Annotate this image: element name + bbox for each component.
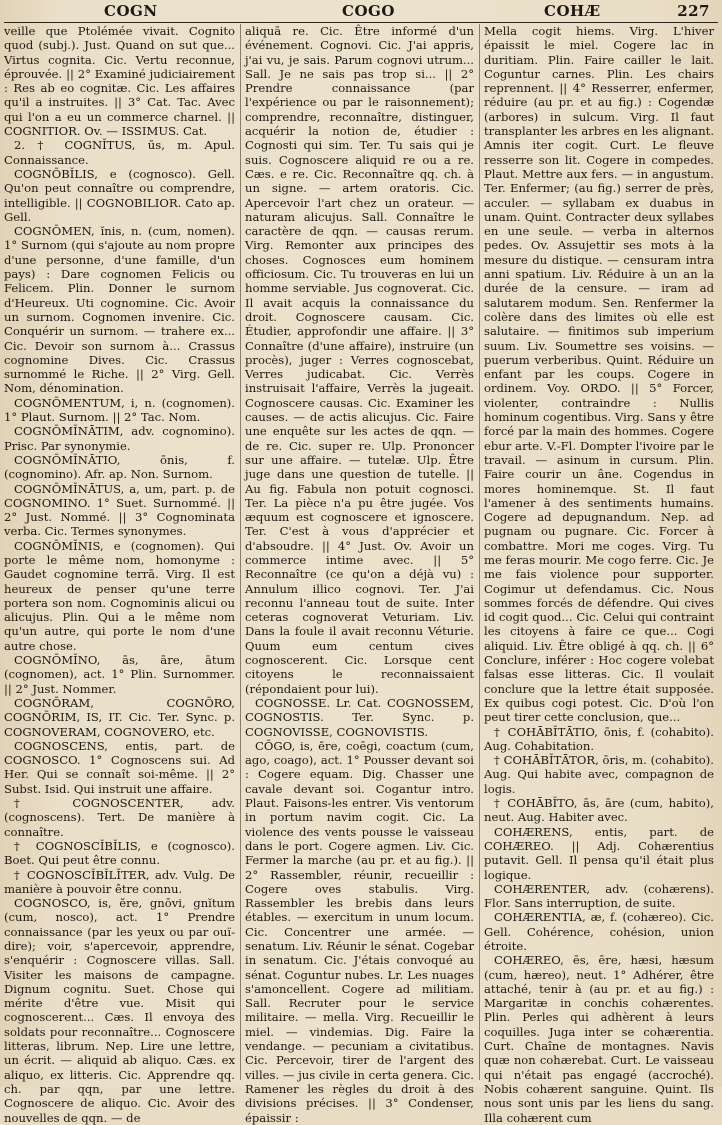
dictionary-entry: COGNŌMĬNO, ās, āre, ātum (cognomen), act. 1° Plin. Surnommer. || 2° Just. Nommer. (4, 653, 235, 696)
entry-continuation: Mella cogit hiems. Virg. L'hiver épaissit le miel. Cogere lac in duritiam. Plin. Faire cailler le lait. Coguntur carnes. Plin. Les chairs reprennent. || 4° Resserrer, enfermer, réduire (au pr. et au fig.) : Cogendæ (arbores) in sulcum. Virg. Il faut transplanter les arbres en les alignant. Amnis iter cogit. Curt. Le fleuve resserre son lit. Cogere in compedes. Plaut. Mettre aux fers. — in angustum. Ter. Enfermer; (au fig.) serrer de près, acculer. — syllabam ex duabus in unam. Quint. Contracter deux syllabes en une seule. — verba in alternos pedes. Ov. Assujettir ses mots à la mesure du distique. — censuram intra anni spatium. Liv. Réduire à un an la durée de la censure. — iram ad salutarem modum. Sen. Renfermer la colère dans des limites où elle est salutaire. — finitimos sub imperium suum. Liv. Soumettre ses voisins. — puerum verberibus. Quint. Réduire un enfant par les coups. Cogere in ordinem. Voy. ORDO. || 5° Forcer, violenter, contraindre : Nullis hominum cogentibus. Virg. Sans y être forcé par la main des hommes. Cogere ebur arte. V.-Fl. Dompter l'ivoire par le travail. — asinum in cursum. Plin. Faire courir un âne. Cogendus in mores hominemque. St. Il faut l'amener à des sentiments humains. Cogere ad depugnandum. Nep. ad pugnam ou pugnare. Cic. Forcer à combattre. Mori me coges. Virg. Tu me feras mourir. Me cogo ferre. Cic. Je me fais violence pour supporter. Cogimur ut defendamus. Cic. Nous sommes forcés de défendre. Qui cives id cogit quod... Cic. Celui qui contraint les citoyens à faire ce que... Cogi aliquid. Liv. Être obligé à qq. ch. || 6° Conclure, inférer : Hoc cogere volebat falsas esse litteras. Cic. Il voulait conclure que la lettre était supposée. Ex quibus cogi potest. Cic. D'où l'on peut tirer cette conclusion, que... (484, 24, 714, 725)
entry-continuation: aliquā re. Cic. Être informé d'un événement. Cognovi. Cic. J'ai appris, j'ai vu, je sais. Parum cognovi utrum... Sall. Je ne sais pas trop si... || 2° Prendre connaissance (par l'expérience ou par le raisonnement); comprendre, reconnaître, distinguer, acquérir la notion de, étudier : Cognosti qui sim. Ter. Tu sais qui je suis. Cognoscere aliquid re ou a re. Cæs. e re. Cic. Reconnaître qq. ch. à un signe. — artem oratoris. Cic. Apercevoir l'art chez un orateur. — naturam alicujus. Sall. Connaître le caractère de qqn. — causas rerum. Virg. Remonter aux principes des choses. Cognosces eum hominem officiosum. Cic. Tu trouveras en lui un homme serviable. Jus cognoverat. Cic. Il avait acquis la connaissance du droit. Cognoscere causam. Cic. Étudier, approfondir une affaire. || 3° Connaître (d'une affaire), instruire (un procès), juger : Verres cognoscebat, Verres judicabat. Cic. Verrès instruisait l'affaire, Verrès la jugeait. Cognoscere causas. Cic. Examiner les causes. — de actis alicujus. Cic. Faire une enquête sur les actes de qqn. — de re. Cic. super re. Ulp. Prononcer sur une affaire. — tutelæ. Ulp. Être juge dans une question de tutelle. || Au fig. Fabula non potuit cognosci. Ter. La pièce n'a pu être jugée. Vos æquum est cognoscere et ignoscere. Ter. C'est à vous d'apprécier et d'absoudre. || 4° Just. Ov. Avoir un commerce intime avec. || 5° Reconnaître (ce qu'on a déjà vu) : Annulum illico cognovi. Ter. J'ai reconnu l'anneau tout de suite. Inter ceteras cognoverat Veturiam. Liv. Dans la foule il avait reconnu Véturie. Quum eum centum cives cognoscerent. Cic. Lorsque cent citoyens le reconnaissaient (répondaient pour lui). (245, 24, 474, 696)
dictionary-entry: CŌGO, is, ĕre, coēgi, coactum (cum, ago, coago), act. 1° Pousser devant soi : Cogere equam. Dig. Chasser une cavale devant soi. Cogantur intro. Plaut. Faisons-les entrer. Vis ventorum in portum navim cogit. Cic. La violence des vents pousse le vaisseau dans le port. Cogere agmen. Liv. Cic. Fermer la marche (au pr. et au fig.). || 2° Rassembler, réunir, recueillir : Cogere oves stabulis. Virg. Rassembler les brebis dans leurs étables. — exercitum in unum locum. Cic. Concentrer une armée. — senatum. Liv. Réunir le sénat. Cogebar in senatum. Cic. J'étais convoqué au sénat. Coguntur nubes. Lr. Les nuages s'amoncellent. Cogere ad militiam. Sall. Recruter pour le service militaire. — mella. Virg. Recueillir le miel. — vindemias. Dig. Faire la vendange. — pecuniam a civitatibus. Cic. Percevoir, tirer de l'argent des villes. — jus civile in certa genera. Cic. Ramener les règles du droit à des divisions précises. || 3° Condenser, épaissir : (245, 738, 474, 1125)
header-left-guideword: COGN (104, 2, 158, 20)
dictionary-entry: 2. † COGNĬTUS, ūs, m. Apul. Connaissance. (4, 138, 235, 167)
text-column-1 (4, 24, 235, 1125)
dictionary-entry: COGNŌMEN, ĭnis, n. (cum, nomen). 1° Surnom (qui s'ajoute au nom propre d'une personne, d'une famille, d'un pays) : Dare cognomen Felicis ou Felicem. Plin. Donner le surnom d'Heureux. Uti cognomine. Cic. Avoir un surnom. Cognomen invenire. Cic. Conquérir un surnom. — trahere ex... Cic. Devoir son surnom à... Crassus cognomine Dives. Cic. Crassus surnommé le Riche. || 2° Virg. Gell. Nom, dénomination. (4, 224, 235, 396)
dictionary-entry: † COHĀBĬTĀTIO, ōnis, f. (cohabito). Aug. Cohabitation. (484, 724, 714, 753)
text-column-2 (245, 24, 474, 1125)
dictionary-entry: COGNŌMENTUM, i, n. (cognomen). 1° Plaut. Surnom. || 2° Tac. Nom. (4, 395, 235, 425)
header-right-guideword: COHÆ (544, 2, 601, 20)
dictionary-entry: † COGNOSCĬBĬLĬTER, adv. Vulg. De manière à pouvoir être connu. (4, 867, 235, 896)
dictionary-entry: COGNOSCO, is, ĕre, gnōvi, gnĭtum (cum, nosco), act. 1° Prendre connaissance (par les yeux ou par ouï-dire); voir, s'apercevoir, apprendre, s'enquérir : Cognoscere villas. Sall. Visiter les maisons de campagne. Dignum cognitu. Suet. Chose qui mérite d'être vue. Misit qui cognoscerent... Cæs. Il envoya des soldats pour reconnaître... Cognoscere litteras, librum. Nep. Lire une lettre, un écrit. — aliquid ab aliquo. Cæs. ex aliquo, ex litteris. Cic. Apprendre qq. ch. par qqn, par une lettre. Cognoscere de aliquo. Cic. Avoir des nouvelles de qqn. — de (4, 896, 235, 1125)
text-column-3 (484, 24, 714, 1125)
dictionary-entry: COHÆRENTIA, æ, f. (cohæreo). Cic. Gell. Cohérence, cohésion, union étroite. (484, 910, 714, 953)
dictionary-entry: † COHĀBĬTĀTOR, ōris, m. (cohabito). Aug. Qui habite avec, compagnon de logis. (484, 753, 714, 796)
header-center-guideword: COGO (342, 2, 395, 20)
page-number: 227 (677, 2, 710, 20)
dictionary-entry: COGNŌMĬNĀTUS, a, um, part. p. de COGNOMINO. 1° Suet. Surnommé. || 2° Just. Nommé. || 3° Cognominata verba. Cic. Termes synonymes. (4, 481, 235, 539)
column-divider (240, 24, 241, 1080)
dictionary-entry: COGNŌMĬNIS, e (cognomen). Qui porte le même nom, homonyme : Gaudet cognomine terrā. Virg. Il est heureux de penser qu'une terre portera son nom. Cognominis alicui ou alicujus. Plin. Qui a le même nom qu'un autre, qui porte le nom d'une autre chose. (4, 538, 235, 653)
dictionary-entry: COGNŌBĬLIS, e (cognosco). Gell. Qu'on peut connaître ou comprendre, intelligible. || COGNOBILIOR. Cato ap. Gell. (4, 166, 235, 224)
dictionary-entry: COGNOSCENS, entis, part. de COGNOSCO. 1° Cognoscens sui. Ad Her. Qui se connaît soi-même. || 2° Subst. Isid. Qui instruit une affaire. (4, 738, 235, 796)
dictionary-entry: COHÆREO, ēs, ēre, hæsi, hæsum (cum, hæreo), neut. 1° Adhérer, être attaché, tenir à (au pr. et au fig.) : Margaritæ in conchis cohærentes. Plin. Perles qui adhèrent à leurs coquilles. Juga inter se cohærentia. Curt. Chaîne de montagnes. Navis quæ non cohærebat. Curt. Le vaisseau qui n'était pas engagé (accroché). Nobis cohærent sanguine. Quint. Ils nous sont unis par les liens du sang. Illa cohærent cum (484, 953, 714, 1125)
entry-continuation: veille que Ptolémée vivait. Cognito quod (subj.). Just. Quand on sut que... Virtus cognita. Cic. Vertu reconnue, éprouvée. || 2° Examiné judiciairement : Res ab eo cognitæ. Cic. Les affaires qu'il a instruites. || 3° Cat. Tac. Avec qui l'on a eu un commerce charnel. || COGNITIOR. Ov. — ISSIMUS. Cat. (4, 24, 235, 139)
column-divider (479, 24, 480, 1080)
dictionary-entry: COHÆRENS, entis, part. de COHÆREO. || Adj. Cohærentius putavit. Gell. Il pensa qu'il était plus logique. (484, 824, 714, 882)
dictionary-entry: † COGNOSCĬBĬLIS, e (cognosco). Boet. Qui peut être connu. (4, 838, 235, 868)
dictionary-entry: COGNŌRAM, COGNŌRO, COGNŌRIM, IS, IT. Cic. Ter. Sync. p. COGNOVERAM, COGNOVERO, etc. (4, 695, 235, 739)
dictionary-entry: † COGNOSCENTER, adv. (cognoscens). Tert. De manière à connaître. (4, 796, 235, 839)
dictionary-entry: † COHĀBĬTO, ās, āre (cum, habito), neut. Aug. Habiter avec. (484, 796, 714, 825)
header-rule (4, 22, 718, 23)
dictionary-entry: COGNŌMĬNĀTIO, ōnis, f. (cognomino). Afr. ap. Non. Surnom. (4, 452, 235, 482)
dictionary-entry: COGNŌMĬNĀTIM, adv. cognomino). Prisc. Par synonymie. (4, 424, 235, 453)
dictionary-entry: COGNOSSE. Lr. Cat. COGNOSSEM, COGNOSTIS. Ter. Sync. p. COGNOVISSE, COGNOVISTIS. (245, 695, 474, 739)
dictionary-entry: COHÆRENTER, adv. (cohærens). Flor. Sans interruption, de suite. (484, 881, 714, 911)
running-header (14, 2, 712, 24)
